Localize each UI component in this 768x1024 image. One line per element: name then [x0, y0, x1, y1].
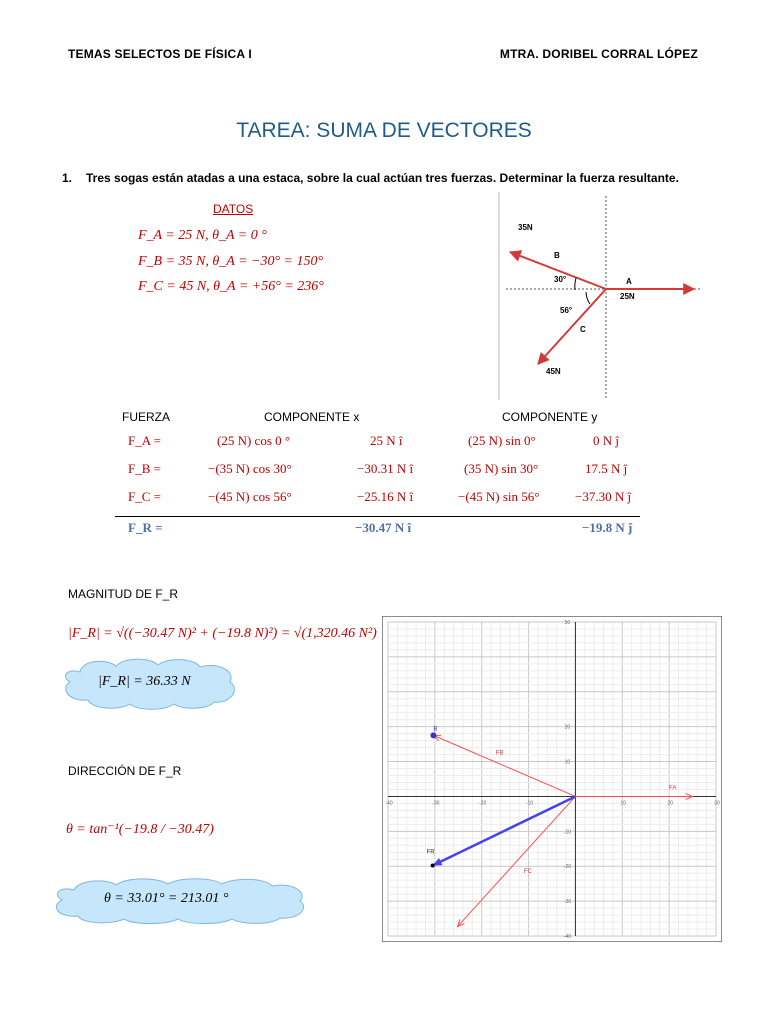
- table-sum-line: [115, 516, 640, 517]
- x-tick-label: 30: [714, 800, 720, 807]
- label-45n: 45N: [546, 367, 561, 376]
- magnitud-heading: MAGNITUD DE F_R: [68, 587, 179, 601]
- row-c-y-val: −37.30 N ĵ: [575, 489, 632, 504]
- label-c: C: [580, 325, 586, 334]
- label-b: B: [554, 251, 560, 260]
- direccion-equation: θ = tan⁻¹(−19.8 / −30.47): [66, 822, 214, 837]
- vector-graph: [382, 616, 722, 942]
- row-c-x-expr: −(45 N) cos 56°: [208, 489, 292, 504]
- x-tick-label: 20: [667, 800, 673, 807]
- x-tick-label: 10: [620, 800, 627, 807]
- result-label: F_R =: [128, 520, 163, 535]
- angle-arc-b: [575, 278, 576, 290]
- row-c-y-expr: −(45 N) sin 56°: [458, 489, 540, 504]
- label-25n: 25N: [620, 292, 635, 301]
- point-fr: [431, 864, 435, 868]
- datos-heading: DATOS: [213, 202, 254, 216]
- label-56deg: 56°: [560, 306, 573, 315]
- vector-label-fb: FB: [495, 750, 504, 757]
- x-tick-label: -40: [385, 800, 393, 807]
- datos-line-b: F_B = 35 N, θ_A = −30° = 150°: [138, 254, 324, 269]
- y-tick-label: -30: [563, 899, 572, 906]
- label-a: A: [626, 277, 632, 286]
- table-header-comp-y: COMPONENTE y: [502, 410, 598, 424]
- row-b-x-val: −30.31 N î: [357, 461, 414, 476]
- direccion-result: θ = 33.01° = 213.01 °: [104, 891, 229, 906]
- angle-arc-c: [586, 292, 590, 304]
- row-a-x-val: 25 N î: [370, 433, 403, 448]
- x-tick-label: -10: [525, 800, 534, 807]
- y-tick-label: 50: [564, 620, 571, 626]
- x-tick-label: -20: [479, 800, 487, 807]
- row-a-x-expr: (25 N) cos 0 °: [217, 433, 291, 448]
- y-tick-label: -40: [563, 934, 572, 940]
- problem-text: Tres sogas están atadas a una estaca, sobre la cual actúan tres fuerzas. Determinar la fuerza resultante.: [86, 171, 679, 185]
- row-a-y-expr: (25 N) sin 0°: [468, 433, 536, 448]
- force-diagram: [498, 192, 706, 400]
- label-30deg: 30°: [554, 275, 567, 284]
- row-b-label: F_B =: [128, 461, 161, 476]
- result-y-val: −19.8 N ĵ: [582, 520, 633, 535]
- x-tick-label: -30: [432, 800, 440, 807]
- magnitud-result: |F_R| = 36.33 N: [98, 674, 191, 689]
- graph-frame: [382, 616, 722, 942]
- row-c-x-val: −25.16 N î: [357, 489, 414, 504]
- datos-line-a: F_A = 25 N, θ_A = 0 °: [138, 228, 267, 243]
- row-b-y-val: 17.5 N ĵ: [585, 461, 628, 476]
- row-a-label: F_A =: [128, 433, 161, 448]
- label-35n: 35N: [518, 223, 533, 232]
- row-b-y-expr: (35 N) sin 30°: [464, 461, 539, 476]
- point-b: [430, 732, 436, 738]
- vector-label-fc: FC: [523, 869, 532, 876]
- y-tick-label: 20: [564, 724, 571, 731]
- magnitud-equation: |F_R| = √((−30.47 N)² + (−19.8 N)²) = √(1,320.46 N²): [68, 626, 377, 641]
- table-header-fuerza: FUERZA: [122, 410, 170, 424]
- table-header-comp-x: COMPONENTE x: [264, 410, 360, 424]
- point-label-b: B: [433, 726, 438, 733]
- header-left: TEMAS SELECTOS DE FÍSICA I: [68, 47, 252, 61]
- point-label-fr: FR: [426, 849, 435, 856]
- row-a-y-val: 0 N ĵ: [593, 433, 619, 448]
- header-right: MTRA. DORIBEL CORRAL LÓPEZ: [499, 47, 698, 61]
- row-b-x-expr: −(35 N) cos 30°: [208, 461, 292, 476]
- y-tick-label: -10: [563, 829, 572, 836]
- vector-label-fa: FA: [669, 785, 677, 792]
- y-tick-label: -20: [563, 864, 572, 871]
- row-c-label: F_C =: [128, 489, 161, 504]
- page-title: TAREA: SUMA DE VECTORES: [236, 119, 532, 142]
- problem-number: 1.: [62, 171, 73, 185]
- result-x-val: −30.47 N î: [355, 520, 412, 535]
- y-tick-label: 10: [564, 759, 571, 766]
- datos-line-c: F_C = 45 N, θ_A = +56° = 236°: [138, 279, 324, 294]
- vector-c: [538, 289, 606, 364]
- direccion-heading: DIRECCIÓN DE F_R: [68, 764, 182, 778]
